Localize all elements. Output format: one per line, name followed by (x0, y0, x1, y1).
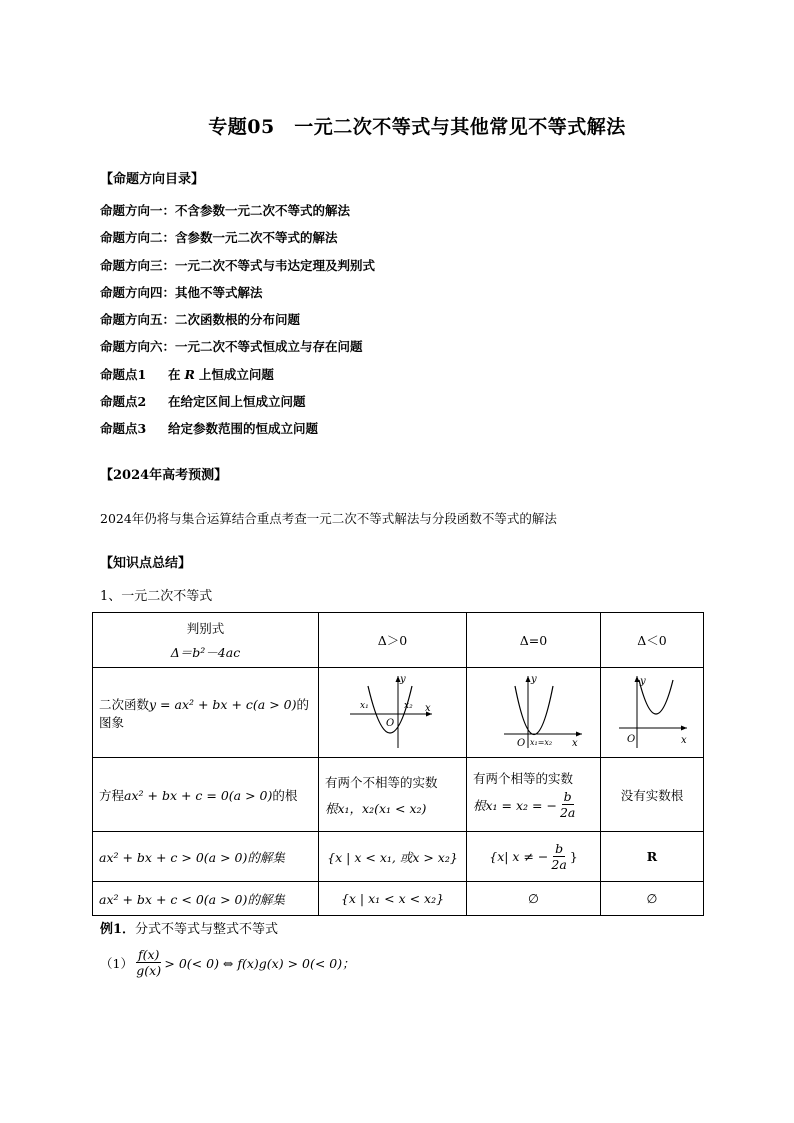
toc-item: 命题方向一：不含参数一元二次不等式的解法 (100, 203, 351, 218)
lt-solution-no-root: ∅ (601, 882, 704, 916)
parabola-no-root-graph (601, 668, 703, 754)
summary-heading: 【知识点总结】 (100, 556, 192, 571)
toc-point: 命题点3 给定参数范围的恒成立问题 (100, 421, 319, 437)
svg-text:x₁=x₂: x₁=x₂ (529, 738, 552, 747)
example-heading: 例1．分式不等式与整式不等式 (100, 922, 279, 937)
toc-point: 命题点2 在给定区间上恒成立问题 (100, 394, 306, 410)
table-row-graph (93, 668, 704, 758)
table-row-roots (93, 758, 704, 832)
toc-item: 命题方向二：含参数一元二次不等式的解法 (100, 230, 338, 246)
gt-solution-no-root: R (601, 832, 704, 882)
svg-text:x: x (424, 703, 431, 714)
toc-point: 命题点1 在 R 上恒成立问题 (100, 366, 274, 382)
example-formula: （1） $\frac{f(x)}{g(x)}$ > 0(< 0) ⇔ f(x)g(x) > 0(< 0)； (100, 947, 355, 978)
toc-list (100, 202, 375, 448)
header-delta-negative: Δ＜0 (601, 613, 704, 668)
toc-item: 命题方向四：其他不等式解法 (100, 284, 263, 300)
svg-text:x: x (571, 738, 578, 749)
graph-no-root (601, 668, 704, 758)
toc-item: 命题方向五：二次函数根的分布问题 (100, 312, 301, 328)
header-delta-zero: Δ=0 (467, 613, 601, 668)
svg-text:O: O (385, 718, 394, 729)
toc-item: 命题方向六：一元二次不等式恒成立与存在问题 (100, 339, 363, 355)
svg-text:y: y (530, 674, 537, 685)
row-label-lt-solution: ax² + bx + c < 0(a > 0)的解集 (93, 882, 319, 916)
roots-two: 有两个不相等的实数 根x₁，x₂(x₁ < x₂) (319, 758, 467, 832)
table-header-row (93, 613, 704, 668)
page-title: 专题05 一元二次不等式与其他常见不等式解法 (208, 116, 626, 138)
row-label-gt-solution: ax² + bx + c > 0(a > 0)的解集 (93, 832, 319, 882)
svg-text:x: x (681, 735, 687, 746)
row-label-roots: 方程ax² + bx + c = 0(a > 0)的根 (93, 758, 319, 832)
row-label-graph: 二次函数y = ax² + bx + c(a > 0)的 图象 (93, 668, 319, 758)
lt-solution-two-roots: {x | x₁ < x < x₂} (319, 882, 467, 916)
gt-solution-one-root: {x| x ≠ − $\frac{b}{2a}$ } (467, 832, 601, 882)
toc-item: 命题方向三：一元二次不等式与韦达定理及判别式 (100, 257, 376, 273)
svg-text:O: O (627, 734, 636, 745)
forecast-heading: 【2024年高考预测】 (100, 468, 228, 483)
roots-one: 有两个相等的实数 根x₁ = x₂ = − $\frac{b}{2a}$ (467, 758, 601, 832)
roots-none: 没有实数根 (601, 758, 704, 832)
parabola-two-roots-graph (320, 668, 466, 754)
toc-heading: 【命题方向目录】 (100, 172, 205, 187)
summary-item-heading: 1、一元二次不等式 (100, 589, 213, 604)
gt-solution-two-roots: {x | x < x₁, 或x > x₂} (319, 832, 467, 882)
header-discriminant: 判别式 Δ＝b²－4ac (93, 613, 319, 668)
table-row-gt-solution (93, 832, 704, 882)
svg-text:x₁: x₁ (359, 701, 369, 711)
header-delta-positive: Δ＞0 (319, 613, 467, 668)
svg-text:x₂: x₂ (403, 701, 413, 711)
lt-solution-one-root: ∅ (467, 882, 601, 916)
quadratic-inequality-table (92, 612, 704, 916)
graph-two-roots (319, 668, 467, 758)
forecast-text: 2024年仍将与集合运算结合重点考查一元二次不等式解法与分段函数不等式的解法 (100, 511, 557, 526)
table-row-lt-solution (93, 882, 704, 916)
svg-text:O: O (516, 738, 525, 749)
svg-text:y: y (640, 676, 646, 687)
parabola-one-root-graph (468, 668, 600, 754)
graph-one-root (467, 668, 601, 758)
svg-text:y: y (399, 674, 406, 685)
